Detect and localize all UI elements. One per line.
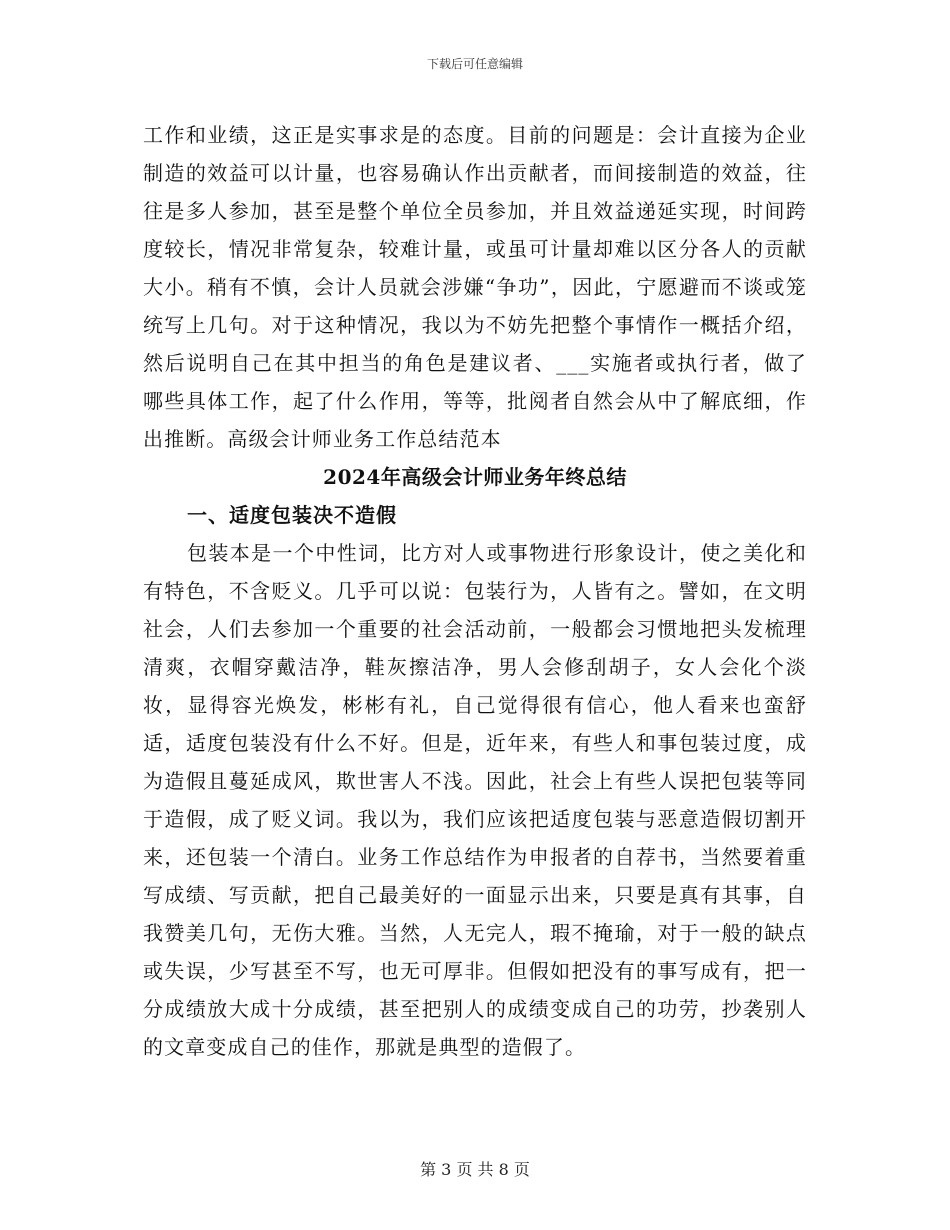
body-paragraph: 包装本是一个中性词，比方对人或事物进行形象设计，使之美化和有特色，不含贬义。几乎可以说：包装行为，人皆有之。譬如，在文明社会，人们去参加一个重要的社会活动前，一般都会习惯地把头发梳理清爽，衣帽穿戴洁净，鞋灰擦洁净，男人会修刮胡子，女人会化个淡妆，显得容光焕发，彬彬有礼，自己觉得很有信心，他人看来也蛮舒适，适度包装没有什么不好。但是，近年来，有些人和事包装过度，成为造假且蔓延成风，欺世害人不浅。因此，社会上有些人误把包装等同于造假，成了贬义词。我以为，我们应该把适度包装与恶意造假切割开来，还包装一个清白。业务工作总结作为申报者的自荐书，当然要着重写成绩、写贡献，把自己最美好的一面显示出来，只要是真有其事，自我赞美几句，无伤大雅。当然，人无完人，瑕不掩瑜，对于一般的缺点或失误，少写甚至不写，也无可厚非。但假如把没有的事写成有，把一分成绩放大成十分成绩，甚至把别人的成绩变成自己的功劳，抄袭别人的文章变成自己的佳作，那就是典型的造假了。 — [143, 541, 807, 1059]
continued-paragraph: 工作和业绩，这正是实事求是的态度。目前的问题是：会计直接为企业制造的效益可以计量，也容易确认作出贡献者，而间接制造的效益，往往是多人参加，甚至是整个单位全员参加，并且效益递延实现，时间跨度较长，情况非常复杂，较难计量，或虽可计量却难以区分各人的贡献大小。稍有不慎，会计人员就会涉嫌“争功”，因此，宁愿避而不谈或笼统写上几句。对于这种情况，我以为不妨先把整个事情作一概括介绍，然后说明自己在其中担当的角色是建议者、___实施者或执行者，做了哪些具体工作，起了什么作用，等等，批阅者自然会从中了解底细，作出推断。高级会计师业务工作总结范本 — [143, 123, 807, 451]
section-heading: 一、适度包装决不造假 — [187, 503, 397, 527]
page-number-footer: 第 3 页 共 8 页 — [420, 1160, 530, 1179]
document-body — [143, 116, 807, 1066]
page-header-note: 下载后可任意编辑 — [426, 57, 523, 71]
document-title: 2024年高级会计师业务年终总结 — [323, 465, 627, 489]
